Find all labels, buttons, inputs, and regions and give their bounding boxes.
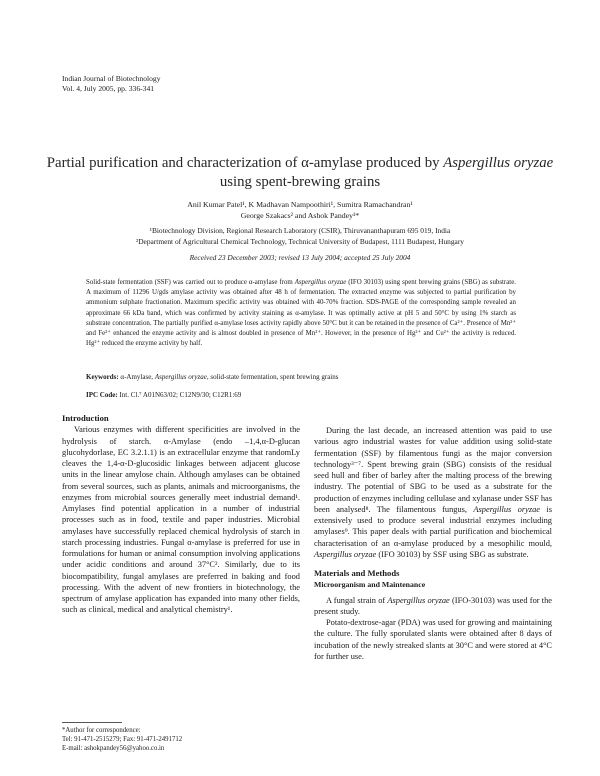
- footnote-divider: [62, 722, 122, 723]
- footnote-line-1: *Author for correspondence:: [62, 727, 141, 734]
- title-main: Partial purification and characterization of α-amylase produced by: [46, 155, 444, 171]
- journal-header: [62, 74, 161, 94]
- paper-title: [40, 154, 560, 192]
- methods-p1-part-a: A fungal strain of: [326, 595, 388, 605]
- author-list: [40, 199, 560, 221]
- keywords-pre: α-Amylase,: [118, 373, 155, 381]
- intro-p2-part-c: (IFO 30103) by SSF using SBG as substrate.: [376, 549, 529, 559]
- keywords: [86, 372, 516, 382]
- abstract-part-1: Solid-state fermentation (SSF) was carried out to produce α-amylase from: [86, 279, 295, 286]
- keywords-species: Aspergillus oryzae: [154, 373, 207, 381]
- footnote-line-3: E-mail: ashokpandey56@yahoo.co.in: [62, 744, 165, 752]
- intro-p2-part-b: is extensively used to produce several industrial enzymes including amylases⁹. This paper deals with partial purification and biochemical characterisation of an α-amylase produced by a mesophilic mould,: [314, 504, 552, 548]
- received-dates: Received 23 December 2003; revised 13 July 2004; accepted 25 July 2004: [189, 253, 411, 262]
- methods-subheading: Microorganism and Maintenance: [314, 580, 426, 590]
- correspondence-footnote: [62, 727, 182, 753]
- title-species: Aspergillus oryzae: [443, 155, 554, 171]
- abstract-species: Aspergillus oryzae: [294, 279, 347, 286]
- affiliation-2: ²Department of Agricultural Chemical Technology, Technical University of Budapest, 1111 Budapest, Hungary: [136, 237, 464, 246]
- authors-line-2: George Szakacs² and Ashok Pandey¹*: [240, 211, 360, 220]
- ipc-code: [86, 390, 516, 400]
- intro-p2-part-a: During the last decade, an increased attention was paid to use various agro industrial wastes for value addition using solid-state fermentation (SSF) by filamentous fungi as the major conversion technology³⁻⁷. Spent brewing grain (SBG) consists of the residual seed hull and fiber of barley after the malting process of the brewing industry. The potential of SBG to be used as a substrate for the production of enzymes including cellulase and xylanase under SSF has been analysed⁸. The filamentous fungus,: [314, 426, 552, 514]
- methods-paragraph-2: Potato-dextrose-agar (PDA) was used for growing and maintaining the culture. The fully sporulated slants were obtained after 8 days of incubation of the newly streaked slants at 30°C and were stored at 4°C for further use.: [314, 618, 552, 661]
- affiliation-1: ¹Biotechnology Division, Regional Research Laboratory (CSIR), Thiruvananthapuram 695 019, India: [149, 226, 451, 235]
- introduction-paragraph-2: [314, 425, 552, 560]
- abstract-part-2: (IFO 30103) using spent brewing grains (SBG) as substrate. A maximum of 11296 U/gds amylase activity was obtained after 48 h of fermentation. The extracted enzyme was subjected to partial purification by ammonium sulphate fractionation. Maximum specific activity was obtained with 40-70% fraction. SDS-PAGE of the corresponding sample revealed an approximate 66 kDa band, which was confirmed by activity staining as α-amylase. It was optimally active at pH 5 and 50°C by using 1% starch as substrate concentration. The partially purified α-amylase loses activity rapidly above 50°C but it can be retained in the presence of Ca²⁺. Presence of Mn²⁺ and Fe²⁺ enhanced the enzyme activity and is almost doubled in presence of Mn²⁺. However, in the presence of Hg²⁺ and Cu²⁺ the activity is reduced. Hg²⁺ reduced the enzyme activity by half.: [86, 279, 516, 348]
- abstract: [86, 278, 516, 349]
- methods-heading: Materials and Methods: [314, 568, 400, 578]
- left-column: [62, 413, 300, 616]
- intro-p2-species-1: Aspergillus oryzae: [473, 504, 540, 514]
- keywords-post: , solid-state fermentation, spent brewing grains: [206, 373, 339, 381]
- methods-p1-part-b: (IFO-30103) was used for the present study.: [314, 595, 552, 616]
- title-rest: using spent-brewing grains: [219, 174, 381, 190]
- footnote-line-2: Tel: 91-471-2515279; Fax: 91-471-2491712: [62, 735, 183, 743]
- methods-species: Aspergillus oryzae: [387, 595, 450, 605]
- affiliations: [40, 225, 560, 247]
- journal-volume: Vol. 4, July 2005, pp. 336-341: [62, 84, 155, 93]
- introduction-heading: Introduction: [62, 413, 109, 423]
- intro-p2-species-2: Aspergillus oryzae: [314, 549, 377, 559]
- journal-name: Indian Journal of Biotechnology: [62, 74, 161, 83]
- authors-line-1: Anil Kumar Patel¹, K Madhavan Nampoothiri¹, Sumitra Ramachandran¹: [187, 200, 413, 209]
- ipc-value: Int. Cl.⁷ A01N63/02; C12N9/30; C12R1:69: [117, 391, 242, 399]
- introduction-paragraph-1: Various enzymes with different specificities are involved in the hydrolysis of starch. α-Amylase (endo –1,4,α-D-glucan glucohydorlase, EC 3.2.1.1) is an extracellular enzyme that randomLy cleaves the 1,4-α-D-glucosidic linkages between adjacent glucose units in the linear amylose chain. Although amylases can be obtained from several sources, such as plants, animals and microorganisms, the enzymes from microbial sources generally meet industrial demand¹. Amylases find potential application in a number of industrial processes such as in food, textile and paper industries. Microbial amylases have successfully replaced chemical hydrolysis of starch in starch processing industries. Fungal α-amylase is preferred for use in formulations for human or animal consumption involving applications under acidic conditions and around 37°C². Similarly, due to its biocompatibility, fungal amylases are preferred in baking and food processing. With the advent of new frontiers in biotechnology, the spectrum of amylase application has expanded into many other fields, such as clinical, medical and analytical chemistry¹.: [62, 425, 300, 615]
- right-column: [314, 425, 552, 662]
- ipc-label: IPC Code:: [86, 391, 118, 399]
- keywords-label: Keywords:: [86, 373, 119, 381]
- methods-paragraph-1: [314, 595, 552, 618]
